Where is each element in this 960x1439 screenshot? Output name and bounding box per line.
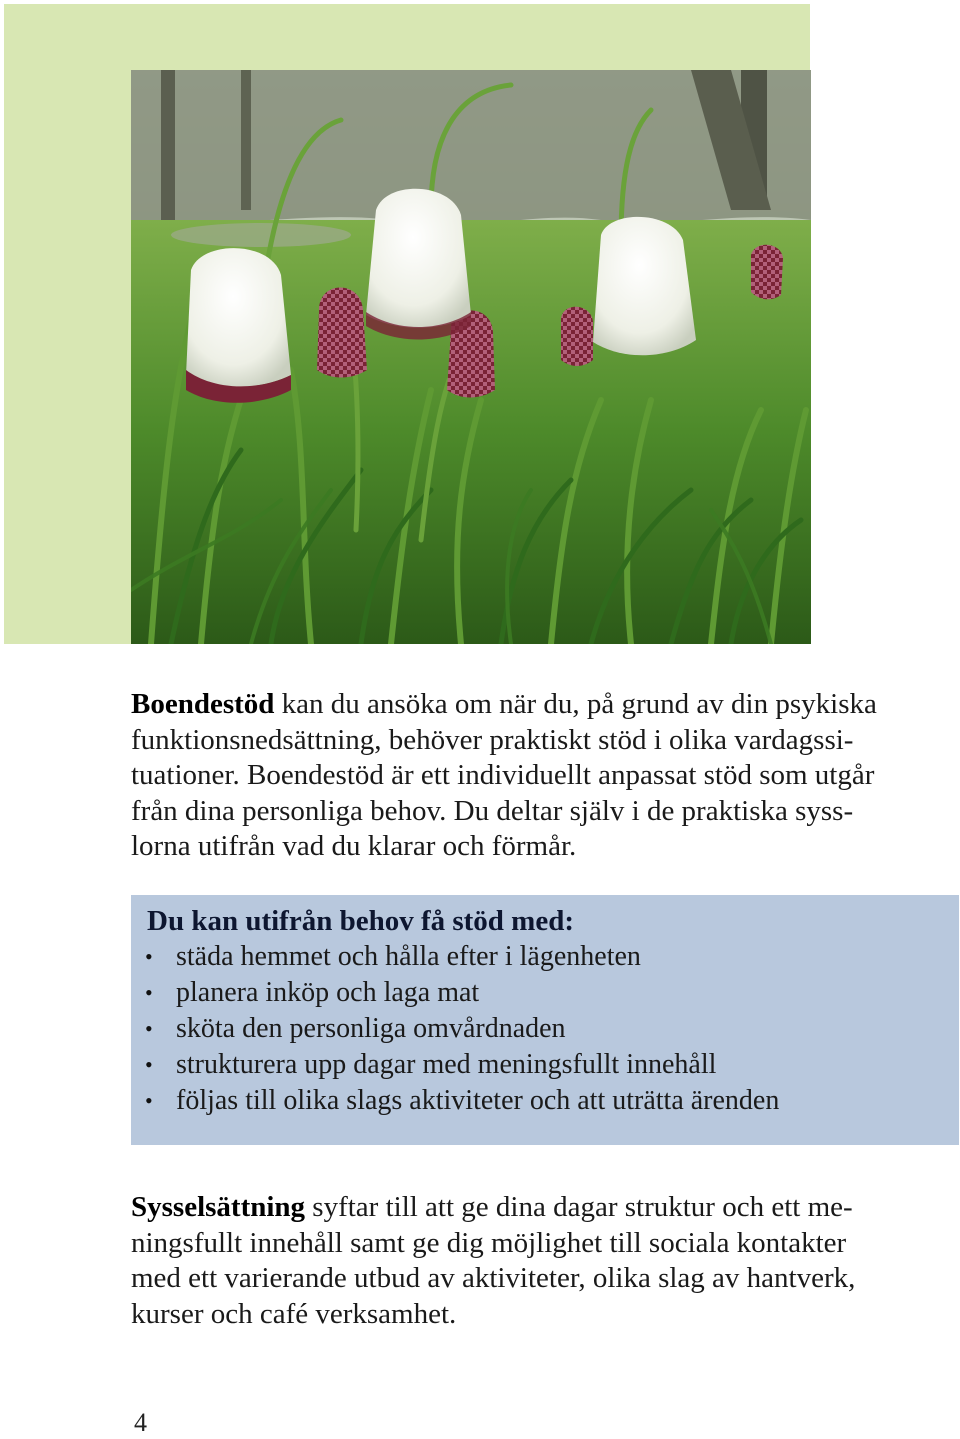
bullet-icon: • — [145, 1016, 153, 1041]
boendestod-line-4: från dina personliga behov. Du deltar själv i de praktiska syss- — [131, 794, 854, 827]
bullet-icon: • — [145, 944, 153, 969]
boendestod-lead: Boendestöd — [131, 688, 275, 720]
sysselsattning-line-1: Sysselsättning syftar till att ge dina dagar struktur och ett me- — [131, 1191, 853, 1223]
support-list — [145, 939, 779, 1119]
sysselsattning-lead: Sysselsättning — [131, 1191, 306, 1223]
support-list-item: • strukturera upp dagar med meningsfullt innehåll — [145, 1047, 779, 1083]
boendestod-paragraph — [131, 687, 931, 865]
bullet-icon: • — [145, 1052, 153, 1077]
flower-photo — [131, 70, 811, 644]
boendestod-line-1: Boendestöd kan du ansöka om när du, på grund av din psykiska — [131, 688, 877, 720]
sysselsattning-line-3: med ett varierande utbud av aktiviteter, olika slag av hantverk, — [131, 1262, 856, 1294]
boendestod-line-5: lorna utifrån vad du klarar och förmår. — [131, 830, 577, 862]
bullet-icon: • — [145, 980, 153, 1005]
support-list-item: • städa hemmet och hålla efter i lägenheten — [145, 939, 779, 975]
support-list-item: • följas till olika slags aktiviteter och att uträtta ärenden — [145, 1083, 779, 1119]
support-box-title: Du kan utifrån behov få stöd med: — [147, 905, 574, 937]
bullet-icon: • — [145, 1088, 153, 1113]
support-list-item: • planera inköp och laga mat — [145, 975, 779, 1011]
sysselsattning-paragraph — [131, 1190, 931, 1332]
sysselsattning-line-2: ningsfullt innehåll samt ge dig möjlighet till sociala kontakter — [131, 1226, 847, 1259]
support-info-box — [131, 895, 959, 1145]
support-list-item: • sköta den personliga omvårdnaden — [145, 1011, 779, 1047]
boendestod-line-2: funktionsnedsättning, behöver praktiskt stöd i olika vardagssi- — [131, 723, 854, 756]
page-number: 4 — [134, 1408, 147, 1437]
sysselsattning-line-4: kurser och café verksamhet. — [131, 1297, 457, 1330]
boendestod-line-3: tuationer. Boendestöd är ett individuellt anpassat stöd som utgår — [131, 759, 875, 791]
